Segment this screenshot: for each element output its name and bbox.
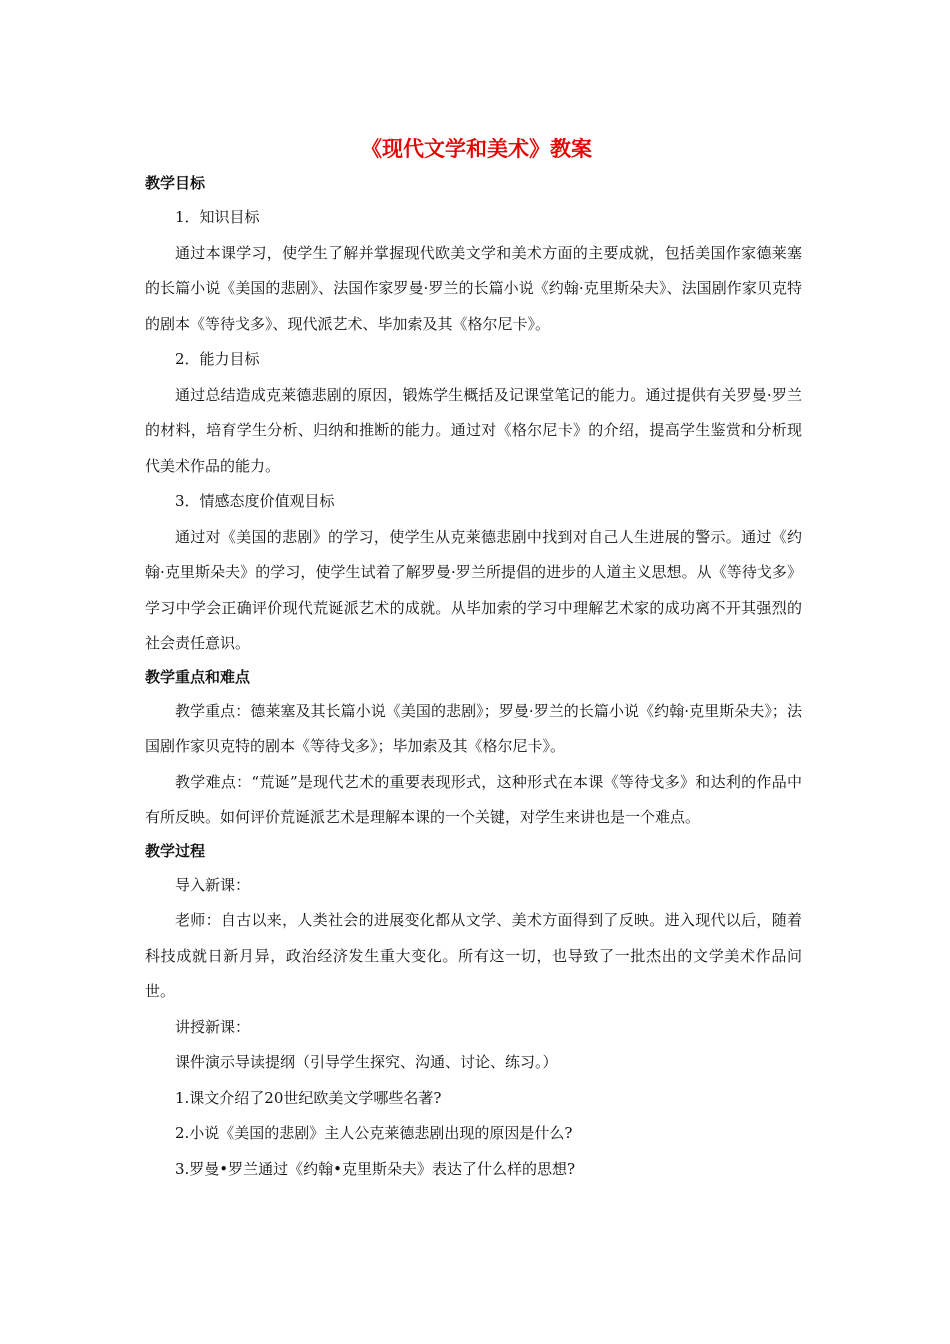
teach-label: 讲授新课： xyxy=(175,1017,251,1036)
section-heading-process: 教学过程 xyxy=(145,841,206,860)
question-2: 2.小说《美国的悲剧》主人公克莱德悲剧出现的原因是什么? xyxy=(175,1124,573,1142)
section-heading-key-points: 教学重点和难点 xyxy=(145,667,251,686)
attitude-objective-text: 通过对《美国的悲剧》的学习，使学生从克莱德悲剧中找到对自己人生进展的警示。通过《约翰·克里斯朵夫》的学习，使学生试着了解罗曼·罗兰所提倡的进步的人道主义思想。从《等待戈多》学习中学会正确评价现代荒诞派艺术的成就。从毕加索的学习中理解艺术家的成功离不开其强烈的社会责任意识。 xyxy=(145,527,802,652)
document-title: 《现代文学和美术》教案 xyxy=(361,137,592,161)
intro-text: 老师：自古以来，人类社会的进展变化都从文学、美术方面得到了反映。进入现代以后，随着科技成就日新月异，政治经济发生重大变化。所有这一切，也导致了一批杰出的文学美术作品问世。 xyxy=(145,911,802,1000)
knowledge-objective-text: 通过本课学习，使学生了解并掌握现代欧美文学和美术方面的主要成就，包括美国作家德莱塞的长篇小说《美国的悲剧》、法国作家罗曼·罗兰的长篇小说《约翰·克里斯朵夫》、法国剧作家贝克特的剧本《等待戈多》、现代派艺术、毕加索及其《格尔尼卡》。 xyxy=(145,243,802,333)
outline-text: 课件演示导读提纲（引导学生探究、沟通、讨论、练习。） xyxy=(175,1053,558,1071)
question-1: 1.课文介绍了20世纪欧美文学哪些名著? xyxy=(175,1088,442,1107)
difficult-point-text: 教学难点：“荒诞”是现代艺术的重要表现形式，这种形式在本课《等待戈多》和达利的作品中有所反映。如何评价荒诞派艺术是理解本课的一个关键，对学生来讲也是一个难点。 xyxy=(145,772,802,826)
attitude-objective-label: 3．情感态度价值观目标 xyxy=(175,492,335,510)
knowledge-objective-label: 1．知识目标 xyxy=(175,208,260,226)
section-heading-objectives: 教学目标 xyxy=(145,174,206,192)
key-point-text: 教学重点：德莱塞及其长篇小说《美国的悲剧》；罗曼·罗兰的长篇小说《约翰·克里斯朵夫》；法国剧作家贝克特的剧本《等待戈多》；毕加索及其《格尔尼卡》。 xyxy=(145,701,802,755)
ability-objective-text: 通过总结造成克莱德悲剧的原因，锻炼学生概括及记课堂笔记的能力。通过提供有关罗曼·罗兰的材料，培育学生分析、归纳和推断的能力。通过对《格尔尼卡》的介绍，提高学生鉴赏和分析现代美术作品的能力。 xyxy=(145,385,802,475)
question-3: 3.罗曼•罗兰通过《约翰•克里斯朵夫》表达了什么样的思想? xyxy=(175,1159,576,1178)
ability-objective-label: 2．能力目标 xyxy=(175,350,260,368)
intro-label: 导入新课： xyxy=(175,875,251,894)
